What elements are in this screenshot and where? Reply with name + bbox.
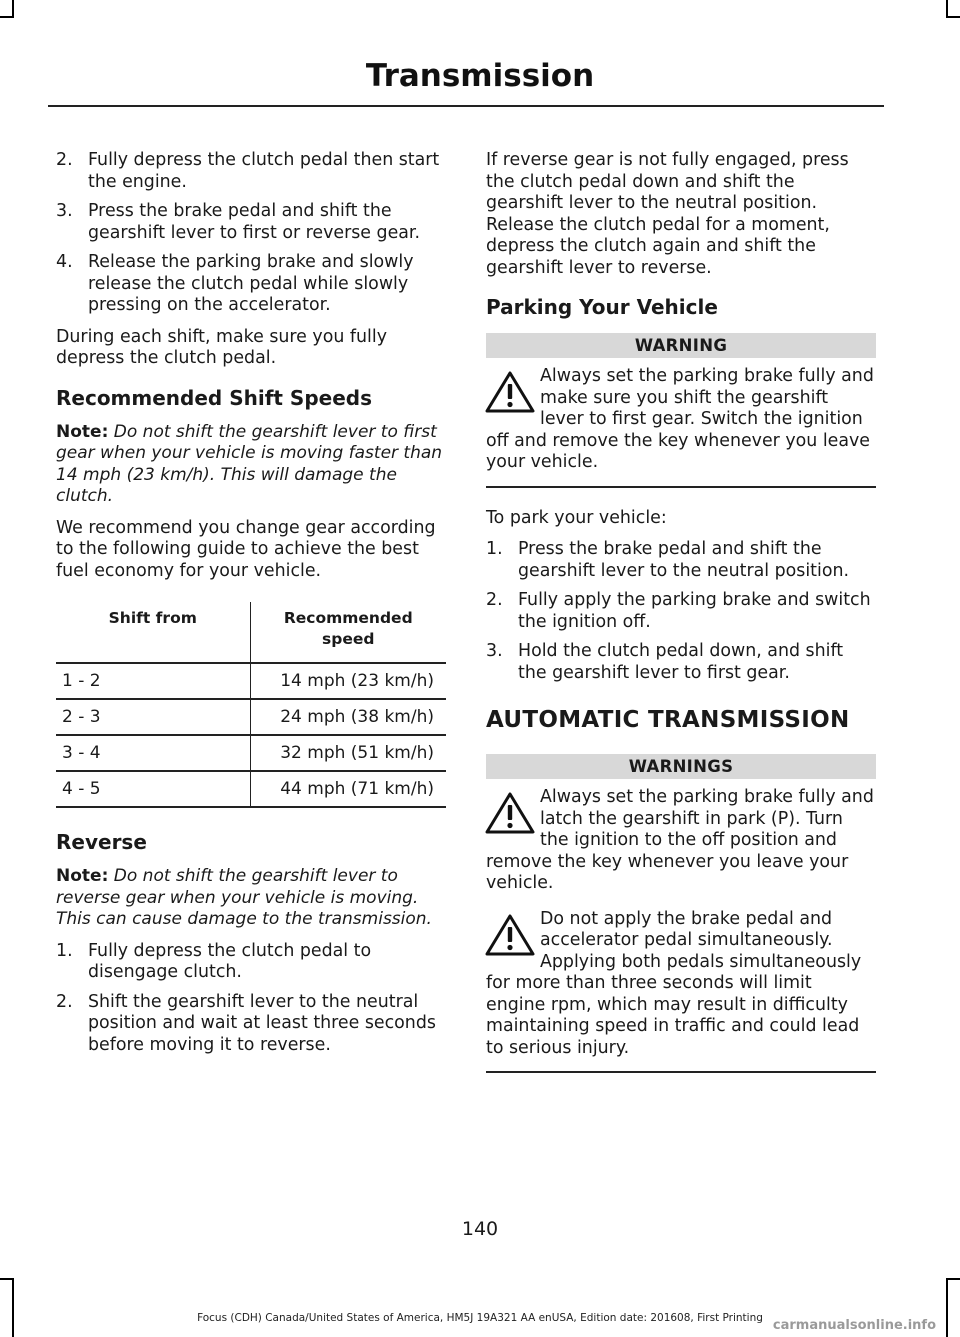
table-row bbox=[56, 771, 446, 807]
right-column bbox=[486, 150, 876, 1073]
step-text: Hold the clutch pedal down, and shift the gearshift lever to first gear. bbox=[518, 641, 844, 683]
page-number: 140 bbox=[461, 1218, 499, 1240]
step-number: 2. bbox=[486, 590, 503, 610]
cell-shift-from: 3 - 4 bbox=[56, 735, 250, 771]
cell-speed: 14 mph (23 km/h) bbox=[250, 663, 446, 699]
step-number: 1. bbox=[56, 940, 73, 961]
park-steps-list bbox=[486, 539, 876, 684]
warning-header: WARNING bbox=[486, 333, 876, 358]
crop-mark bbox=[0, 1278, 14, 1280]
section-heading-reverse: Reverse bbox=[56, 830, 147, 854]
crop-mark bbox=[946, 0, 948, 16]
table-row bbox=[56, 699, 446, 735]
step-text: Press the brake pedal and shift the gearshift lever to the neutral position. bbox=[518, 539, 850, 581]
note-label: Note: bbox=[56, 421, 109, 442]
table-row bbox=[56, 735, 446, 771]
page-title: Transmission bbox=[365, 58, 595, 94]
shift-speeds-table bbox=[56, 602, 446, 808]
step-number: 3. bbox=[56, 201, 73, 221]
note-label: Note: bbox=[56, 866, 109, 886]
warning-triangle-icon bbox=[484, 913, 536, 957]
list-item bbox=[56, 201, 446, 244]
warning-triangle-icon bbox=[484, 791, 536, 835]
list-item bbox=[486, 641, 876, 684]
warning-text: Always set the parking brake fully and make sure you shift the gearshift lever to first gear. Switch the ignition off and remove the key whenever you leave your vehicle. bbox=[486, 366, 874, 472]
list-item bbox=[56, 992, 446, 1057]
warning-entry bbox=[486, 909, 876, 1060]
step-number: 2. bbox=[56, 991, 73, 1012]
cell-shift-from: 2 - 3 bbox=[56, 699, 250, 735]
warning-header: WARNINGS bbox=[486, 754, 876, 779]
step-number: 2. bbox=[56, 150, 73, 170]
step-text: Press the brake pedal and shift the gearshift lever to first or reverse gear. bbox=[88, 201, 421, 243]
warning-text: Do not apply the brake pedal and accelerator pedal simultaneously. Applying both pedals simultaneously for more than three seconds will limit engine rpm, which may result in difficulty maintaining speed in traffic and could lead to serious injury. bbox=[486, 908, 862, 1058]
crop-mark bbox=[0, 16, 14, 18]
start-steps-list bbox=[56, 150, 446, 317]
step-number: 1. bbox=[486, 539, 503, 559]
crop-mark bbox=[946, 1280, 948, 1337]
list-item bbox=[486, 539, 876, 582]
shift-paragraph: During each shift, make sure you fully depress the clutch pedal. bbox=[56, 326, 387, 368]
list-item bbox=[56, 150, 446, 193]
recommend-paragraph: We recommend you change gear according to the following guide to achieve the best fuel economy for your vehicle. bbox=[56, 517, 436, 581]
step-text: Release the parking brake and slowly release the clutch pedal while slowly pressing on the accelerator. bbox=[88, 252, 414, 315]
crop-mark bbox=[946, 16, 960, 18]
list-item bbox=[56, 941, 446, 984]
note-reverse bbox=[56, 866, 446, 931]
warning-entry bbox=[486, 366, 876, 474]
note-text: Do not shift the gearshift lever to reverse gear when your vehicle is moving. This can cause damage to the transmission. bbox=[56, 866, 432, 929]
step-number: 3. bbox=[486, 641, 503, 661]
header-divider bbox=[48, 105, 884, 107]
cell-shift-from: 4 - 5 bbox=[56, 771, 250, 807]
list-item bbox=[486, 590, 876, 633]
cell-speed: 32 mph (51 km/h) bbox=[250, 735, 446, 771]
warning-text: Always set the parking brake fully and latch the gearshift in park (P). Turn the ignition to the off position and remove the key whenever you leave your vehicle. bbox=[486, 787, 874, 893]
note-text: Do not shift the gearshift lever to first gear when your vehicle is moving faster than 14 mph (23 km/h). This will damage the clutch. bbox=[56, 421, 443, 506]
step-text: Shift the gearshift lever to the neutral position and wait at least three seconds before moving it to reverse. bbox=[88, 991, 436, 1055]
footer-edition-info: Focus (CDH) Canada/United States of America, HM5J 19A321 AA enUSA, Edition date: 201608, First Printing bbox=[197, 1312, 763, 1324]
step-text: Fully depress the clutch pedal then start the engine. bbox=[88, 150, 440, 192]
warning-triangle-icon bbox=[484, 370, 536, 414]
warning-box-parking bbox=[486, 333, 876, 488]
warning-box-automatic bbox=[486, 754, 876, 1073]
step-text: Fully apply the parking brake and switch the ignition off. bbox=[518, 590, 871, 632]
park-intro: To park your vehicle: bbox=[486, 507, 667, 528]
crop-mark bbox=[946, 1278, 960, 1280]
crop-mark bbox=[12, 1280, 14, 1337]
list-item bbox=[56, 252, 446, 317]
cell-speed: 44 mph (71 km/h) bbox=[250, 771, 446, 807]
note-first-gear bbox=[56, 422, 446, 508]
crop-mark bbox=[12, 0, 14, 16]
step-text: Fully depress the clutch pedal to disengage clutch. bbox=[88, 940, 372, 982]
section-heading-shift-speeds: Recommended Shift Speeds bbox=[56, 385, 372, 410]
column-header-shift-from: Shift from bbox=[56, 602, 250, 663]
step-number: 4. bbox=[56, 252, 73, 272]
section-heading-parking: Parking Your Vehicle bbox=[486, 295, 718, 319]
table-row bbox=[56, 663, 446, 699]
cell-shift-from: 1 - 2 bbox=[56, 663, 250, 699]
table-header-row bbox=[56, 602, 446, 663]
warning-entry bbox=[486, 787, 876, 895]
reverse-paragraph: If reverse gear is not fully engaged, press the clutch pedal down and shift the gearshift lever to the neutral position. Release the clutch pedal for a moment, depress the clutch again and shift the gearshift lever to reverse. bbox=[486, 150, 849, 278]
section-heading-automatic: AUTOMATIC TRANSMISSION bbox=[486, 707, 850, 733]
cell-speed: 24 mph (38 km/h) bbox=[250, 699, 446, 735]
left-column bbox=[56, 150, 446, 1066]
reverse-steps-list bbox=[56, 941, 446, 1057]
column-header-recommended-speed: Recommended speed bbox=[250, 602, 446, 663]
watermark: carmanualsonline.info bbox=[772, 1318, 936, 1333]
